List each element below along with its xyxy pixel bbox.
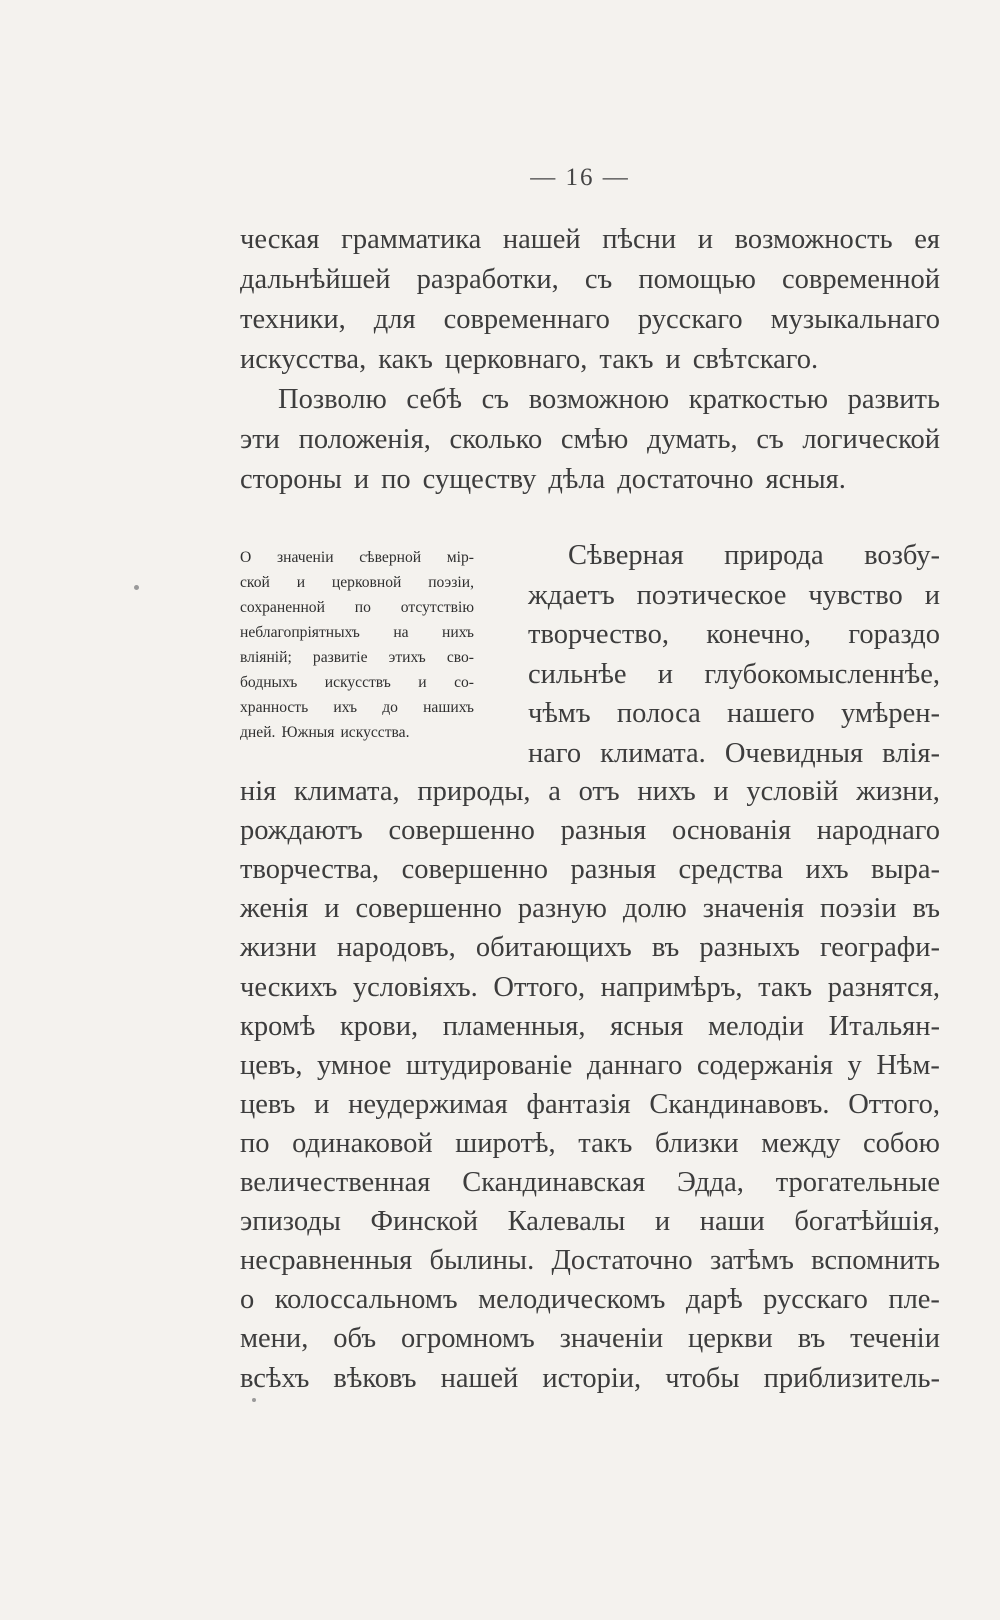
word: нашей [440,1362,519,1394]
word: совершенно [355,893,502,925]
word: вѣковъ [333,1362,417,1394]
word: огромномъ [401,1323,535,1355]
word: Южныя [281,724,335,741]
word: наши [699,1206,765,1238]
word: теченіи [850,1323,940,1355]
paper-speck [134,585,139,590]
word: чувство [808,579,903,611]
text-line [240,1359,940,1399]
text-line [240,1163,940,1203]
word: влія- [882,737,940,769]
word: эти [240,424,280,455]
word: неудержимая [348,1088,508,1120]
word: нихъ [637,776,696,807]
word: дарѣ [685,1284,743,1316]
word: Позволю [278,384,387,415]
word: современнаго [443,304,610,335]
word: нихъ [442,624,474,641]
word: поэзіи [820,893,897,925]
word: Скандинавовъ. [649,1088,830,1120]
word: разработки, [416,264,559,295]
word: собою [862,1127,940,1159]
text-line [240,811,940,851]
word: пѣсни [602,224,677,255]
margin-note-line [240,620,474,646]
text-line [240,1241,940,1281]
text-line [240,260,940,300]
word: по [240,1127,270,1159]
word: величественная [240,1167,431,1198]
word: для [373,304,416,335]
word: у [847,1049,862,1081]
word: пле- [888,1284,940,1316]
word: такъ [578,1127,633,1159]
word: дней. [240,724,276,741]
word: Очевидныя [724,737,864,769]
word: и [697,224,714,255]
text-line [240,340,940,380]
word: долю [622,893,687,925]
word: колоссальномъ [274,1284,458,1316]
word: Нѣм- [876,1049,940,1081]
word: народовъ, [336,932,456,964]
text-line [240,1319,940,1359]
word: глубокомысленнѣе, [704,658,940,690]
word: грамматика [341,224,482,255]
margin-note-line [240,570,474,596]
word: и [314,1088,330,1120]
word: крови, [339,1010,419,1042]
word: Калевалы [507,1206,626,1238]
word: природа [724,540,824,571]
text-line [528,694,940,734]
word: содержанія [696,1049,834,1081]
word: эпизоды [240,1206,341,1238]
word: Сѣверная [568,540,684,571]
word: съ [584,264,613,295]
word: Оттого, [493,971,586,1003]
word: искусства. [340,724,410,741]
word: наго [528,737,582,769]
word: условіяхъ. [352,971,478,1003]
word: съ [481,384,510,415]
word: одинаковой [292,1127,433,1159]
text-line [240,1007,940,1047]
word: сѣверной [359,549,422,566]
word: приблизитель- [763,1362,940,1394]
word: церковной [331,574,402,591]
word: нашей [502,224,581,255]
page-number: — 16 — [530,164,630,191]
word: дѣла [548,464,606,495]
text-line [240,889,940,929]
word: такъ [758,971,813,1003]
text-line [240,460,940,500]
word: основанія [671,815,792,847]
text-line [240,300,940,340]
word: условій [746,776,839,807]
word: объ [333,1323,377,1355]
word: и [353,464,370,495]
word: какъ [378,344,433,375]
word: логической [802,424,940,455]
word: несравненныя [240,1245,413,1277]
word: ея [914,224,940,255]
text-line [240,420,940,460]
word: рождаютъ [240,815,363,847]
word: развитіе [312,649,368,666]
word: природы, [417,776,531,807]
word: даннаго [586,1049,683,1081]
word: нашего [727,698,815,729]
word: разную [517,893,607,925]
margin-note-line [240,695,474,721]
word: о [240,1284,255,1316]
word: разныя [570,854,657,886]
word: совершенно [388,815,535,847]
word: разныхъ [699,932,800,964]
word: отсутствію [400,599,474,616]
word: возбу- [864,540,940,571]
word: мір- [446,549,474,566]
word: русскаго [763,1284,868,1316]
word: нія [240,776,277,807]
word: по [381,464,411,495]
word: О [240,549,252,566]
word: жизни, [856,776,940,807]
word: ждаетъ [528,579,615,611]
word: ихъ [333,699,358,716]
text-line [240,1280,940,1320]
word: между [761,1127,841,1159]
word: и [924,579,940,611]
text-line [240,1124,940,1164]
word: и [296,574,306,591]
text-line [278,380,940,420]
word: отъ [578,776,620,807]
word: на [393,624,409,641]
word: чѣмъ [528,698,591,729]
text-line [528,734,940,774]
word: хранность [240,699,309,716]
word: обитающихъ [475,932,632,964]
word: богатѣйшія, [794,1206,940,1238]
word: себѣ [406,384,463,415]
word: затѣмъ [709,1245,794,1277]
word: ясныя. [765,464,846,495]
word: цевъ, [240,1049,303,1081]
word: мелодическомъ [478,1284,666,1316]
text-line [240,1202,940,1242]
word: и [713,776,729,807]
word: и [418,674,427,691]
word: по [354,599,371,616]
word: современной [782,264,940,295]
text-line [240,220,940,260]
word: нашихъ [423,699,474,716]
word: разныя [560,815,647,847]
word: краткостью [688,384,828,415]
word: и [654,1206,671,1238]
word: фантазія [526,1088,631,1120]
word: женія [240,893,309,925]
word: до [382,699,398,716]
word: былины. [429,1245,535,1277]
text-line [240,772,940,812]
word: искусства, [240,344,367,375]
word: жизни [240,932,317,964]
word: средства [678,854,784,886]
word: смѣю [560,424,629,455]
margin-note-line [240,545,474,571]
word: Эдда, [677,1167,744,1198]
word: ясныя [610,1010,684,1042]
word: и [657,658,674,690]
word: и [665,344,681,375]
word: выра- [871,854,940,886]
word: вліяній; [240,649,292,666]
word: полоса [616,698,701,729]
word: поэзіи, [428,574,474,591]
word: географи- [819,932,940,964]
word: гораздо [848,619,940,650]
word: въ [651,932,680,964]
word: кромѣ [240,1010,316,1042]
word: и [324,893,340,925]
word: возможною [528,384,670,415]
word: ческихъ [240,971,338,1003]
margin-note-line [240,595,474,621]
word: искусствъ [324,674,391,691]
word: помощью [638,264,756,295]
text-line [240,968,940,1008]
word: сво- [446,649,474,666]
word: думать, [646,424,738,455]
word: всѣхъ [240,1362,310,1394]
word: сохраненной [240,599,325,616]
word: со- [454,674,474,691]
word: въ [797,1323,826,1355]
word: разнятся, [827,971,940,1003]
margin-note-line [240,645,474,671]
word: техники, [240,304,346,335]
word: такъ [599,344,654,375]
word: значеніи [559,1323,664,1355]
word: бодныхъ [240,674,298,691]
text-line [528,655,940,695]
word: церковнаго, [444,344,588,375]
word: поэтическое [636,579,787,611]
word: Скандинавская [462,1167,646,1198]
text-line [568,536,940,576]
word: трогательные [775,1167,940,1198]
text-line [240,1046,940,1086]
word: неблагопріятныхъ [240,624,360,641]
word: этихъ [388,649,426,666]
word: вспомнить [811,1245,940,1277]
word: церкви [688,1323,773,1355]
word: Итальян- [828,1010,940,1042]
word: свѣтскаго. [692,344,819,375]
word: мелодіи [708,1010,805,1042]
word: дальнѣйшей [240,264,391,295]
word: чтобы [665,1362,740,1394]
word: въ [912,893,940,925]
margin-note-line [240,720,474,746]
word: развить [847,384,940,415]
word: умное [317,1049,392,1081]
word: народнаго [816,815,940,847]
text-line [240,928,940,968]
word: значенія [702,893,805,925]
word: штудированіе [406,1049,573,1081]
word: совершенно [401,854,549,886]
word: съ [756,424,784,455]
word: стороны [240,464,342,495]
word: Достаточно [551,1245,693,1277]
word: Финской [370,1206,479,1238]
word: Оттого, [848,1088,940,1120]
text-line [528,615,940,655]
word: умѣрен- [840,698,940,729]
text-line [528,576,940,616]
word: широтѣ, [455,1127,556,1159]
word: ихъ [805,854,849,886]
word: значеніи [276,549,334,566]
word: сколько [449,424,543,455]
word: близки [654,1127,739,1159]
word: творчества, [240,854,380,886]
word: существу [422,464,537,495]
text-line [240,1085,940,1125]
word: мени, [240,1323,309,1355]
word: положенія, [298,424,431,455]
word: музыкальнаго [770,304,940,335]
word: цевъ [240,1088,296,1120]
word: творчество, [528,619,669,650]
word: ческая [240,224,320,255]
word: исторіи, [542,1362,642,1394]
word: возможность [734,224,893,255]
word: а [548,776,561,807]
word: климата, [293,776,400,807]
word: климата. [600,737,706,769]
word: русскаго [637,304,743,335]
word: достаточно [617,464,754,495]
word: конечно, [706,619,812,650]
word: сильнѣе [528,658,627,690]
paper-speck [252,1398,256,1402]
margin-note-line [240,670,474,696]
word: напримѣръ, [600,971,743,1003]
word: ской [240,574,270,591]
word: пламенныя, [442,1010,586,1042]
text-line [240,850,940,890]
